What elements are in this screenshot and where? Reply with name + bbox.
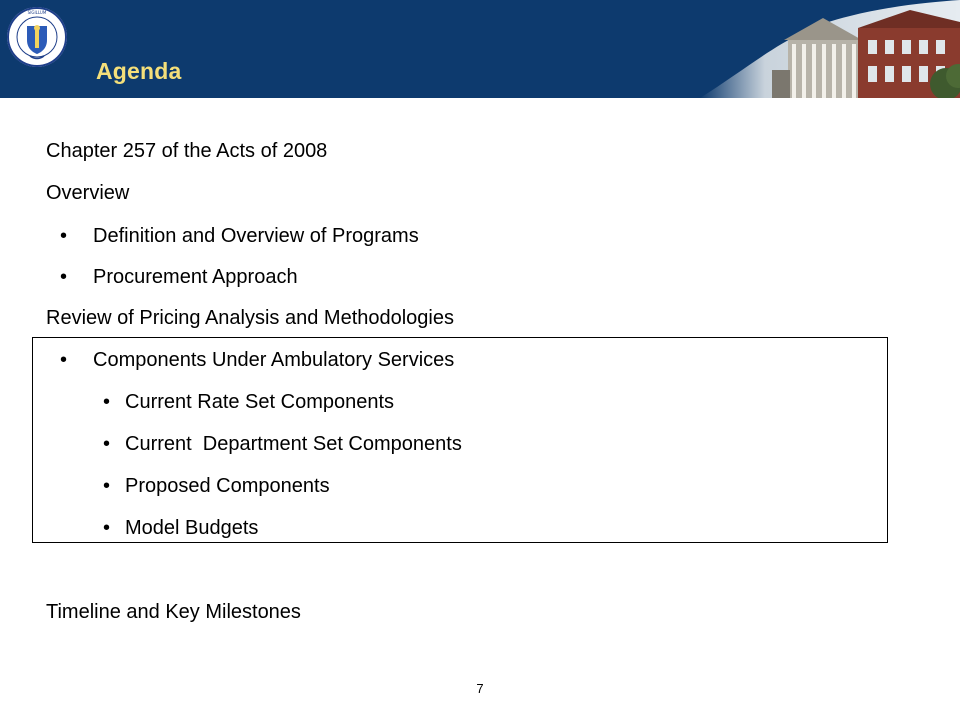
- agenda-subsubitem-proposed: Proposed Components: [125, 475, 330, 497]
- page-number: 7: [476, 681, 484, 696]
- bullet-icon: •: [60, 349, 68, 371]
- agenda-subitem-definition: Definition and Overview of Programs: [93, 225, 419, 247]
- statehouse-building-image: [700, 0, 960, 98]
- bullet-icon: •: [103, 433, 111, 455]
- agenda-item-pricing-review: Review of Pricing Analysis and Methodologies: [46, 307, 454, 329]
- agenda-subsubitem-model-budgets: Model Budgets: [125, 517, 259, 539]
- bullet-icon: •: [103, 391, 111, 413]
- agenda-subsubitem-department-set: Current Department Set Components: [125, 433, 462, 455]
- slide-title: Agenda: [96, 58, 182, 84]
- massachusetts-seal-icon: [6, 6, 68, 68]
- agenda-item-timeline: Timeline and Key Milestones: [46, 601, 301, 623]
- bullet-icon: •: [60, 225, 68, 247]
- svg-text:SIGILLUM: SIGILLUM: [27, 10, 47, 15]
- agenda-subitem-ambulatory: Components Under Ambulatory Services: [93, 349, 455, 371]
- agenda-subsubitem-rate-set: Current Rate Set Components: [125, 391, 395, 413]
- header-band: [0, 0, 960, 98]
- bullet-icon: •: [103, 517, 111, 539]
- bullet-icon: •: [60, 266, 68, 288]
- agenda-subitem-procurement: Procurement Approach: [93, 266, 298, 288]
- agenda-item-overview: Overview: [46, 182, 130, 204]
- agenda-item-chapter-257: Chapter 257 of the Acts of 2008: [46, 140, 328, 162]
- bullet-icon: •: [103, 475, 111, 497]
